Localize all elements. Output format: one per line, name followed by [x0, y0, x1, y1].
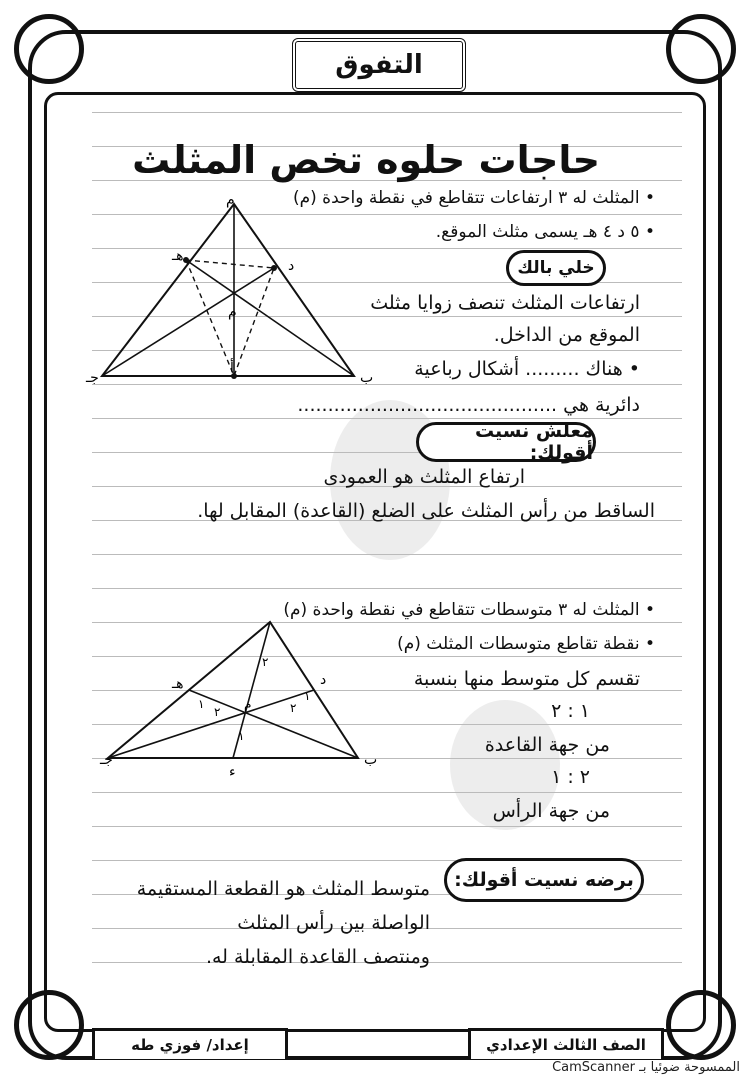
section-label-bubble: برضه نسيت أقولك: — [444, 858, 644, 902]
altitudes-triangle-figure — [84, 196, 374, 386]
triangle-outline — [108, 622, 358, 758]
label-m: م — [244, 697, 252, 711]
ratio-text: ١ : ٢ — [551, 700, 590, 722]
medians-triangle-figure — [94, 612, 384, 782]
label-h: هـ — [172, 676, 184, 692]
ruled-line — [92, 826, 682, 827]
ratio-mark: ١ — [238, 729, 245, 743]
text-line: تقسم كل متوسط منها بنسبة — [413, 668, 640, 690]
text-line: الساقط من رأس المثلث على الضلع (القاعدة) المقابل لها. — [197, 500, 655, 522]
ruled-line — [92, 588, 682, 589]
label-bottom: ء — [229, 764, 236, 780]
page-title: التفوق — [292, 38, 466, 92]
text-line: • نقطة تقاطع متوسطات المثلث (م) — [397, 634, 655, 654]
ruled-line — [92, 554, 682, 555]
label-left: جـ — [100, 752, 113, 768]
label-left: جـ — [86, 370, 99, 386]
ruled-line — [92, 792, 682, 793]
ratio-mark: ١ — [304, 689, 311, 703]
label-center: م — [228, 304, 237, 320]
text-line: • المثلث له ٣ ارتفاعات تتقاطع في نقطة واحدة (م) — [292, 188, 655, 208]
ratio-mark: ٢ — [290, 701, 297, 715]
ratio-mark: ٢ — [214, 705, 221, 719]
ratio-mark: ٢ — [262, 655, 269, 669]
footer-author: إعداد/ فوزي طه — [92, 1028, 288, 1059]
label-right: ب — [364, 752, 378, 768]
ratio-text: ٢ : ١ — [551, 766, 590, 788]
text-line: ارتفاع المثلث هو العمودى — [323, 466, 525, 488]
ratio-mark: ١ — [198, 697, 205, 711]
corner-ornament-bottom-left — [14, 990, 84, 1060]
label-d: د — [288, 258, 295, 274]
altitude-line — [102, 268, 274, 376]
text-line: ومنتصف القاعدة المقابلة له. — [205, 946, 430, 968]
text-line: • هناك ......... أشكال رباعية — [414, 358, 640, 380]
text-line: من جهة الرأس — [492, 800, 610, 822]
point-d — [271, 265, 277, 271]
point-h — [183, 257, 189, 263]
label-d: د — [320, 672, 327, 688]
text-line: الواصلة بين رأس المثلث — [237, 912, 430, 934]
text-line: متوسط المثلث هو القطعة المستقيمة — [136, 878, 430, 900]
ruled-line — [92, 112, 682, 113]
median-line — [189, 690, 358, 758]
text-line: دائرية هي ........................................... — [297, 394, 640, 416]
text-line: من جهة القاعدة — [484, 734, 610, 756]
corner-ornament-bottom-right — [666, 990, 736, 1060]
median-line — [108, 690, 314, 758]
section-label-bubble: معلش نسيت أقولك: — [416, 422, 596, 462]
footer-grade: الصف الثالث الإعدادي — [468, 1028, 664, 1059]
text-line: ارتفاعات المثلث تنصف زوايا مثلث — [370, 292, 640, 314]
corner-ornament-top-left — [14, 14, 84, 84]
section-heading: حاجات حلوه تخص المثلث — [132, 138, 600, 182]
text-line: • المثلث له ٣ متوسطات تتقاطع في نقطة واحدة (م) — [283, 600, 655, 620]
scanner-watermark: الممسوحة ضوئيا بـ CamScanner — [552, 1060, 740, 1075]
label-right: ب — [360, 370, 374, 386]
corner-ornament-top-right — [666, 14, 736, 84]
text-line: • ٥ د ٤ هـ يسمى مثلث الموقع. — [435, 222, 655, 242]
label-top: م — [226, 196, 235, 208]
ruled-line — [92, 452, 682, 453]
label-h: هـ — [172, 248, 184, 264]
note-label-bubble: خلي بالك — [506, 250, 606, 286]
text-line: الموقع من الداخل. — [493, 324, 640, 346]
altitude-line — [186, 260, 354, 376]
label-bottom: أ — [230, 360, 234, 376]
ruled-line — [92, 418, 682, 419]
